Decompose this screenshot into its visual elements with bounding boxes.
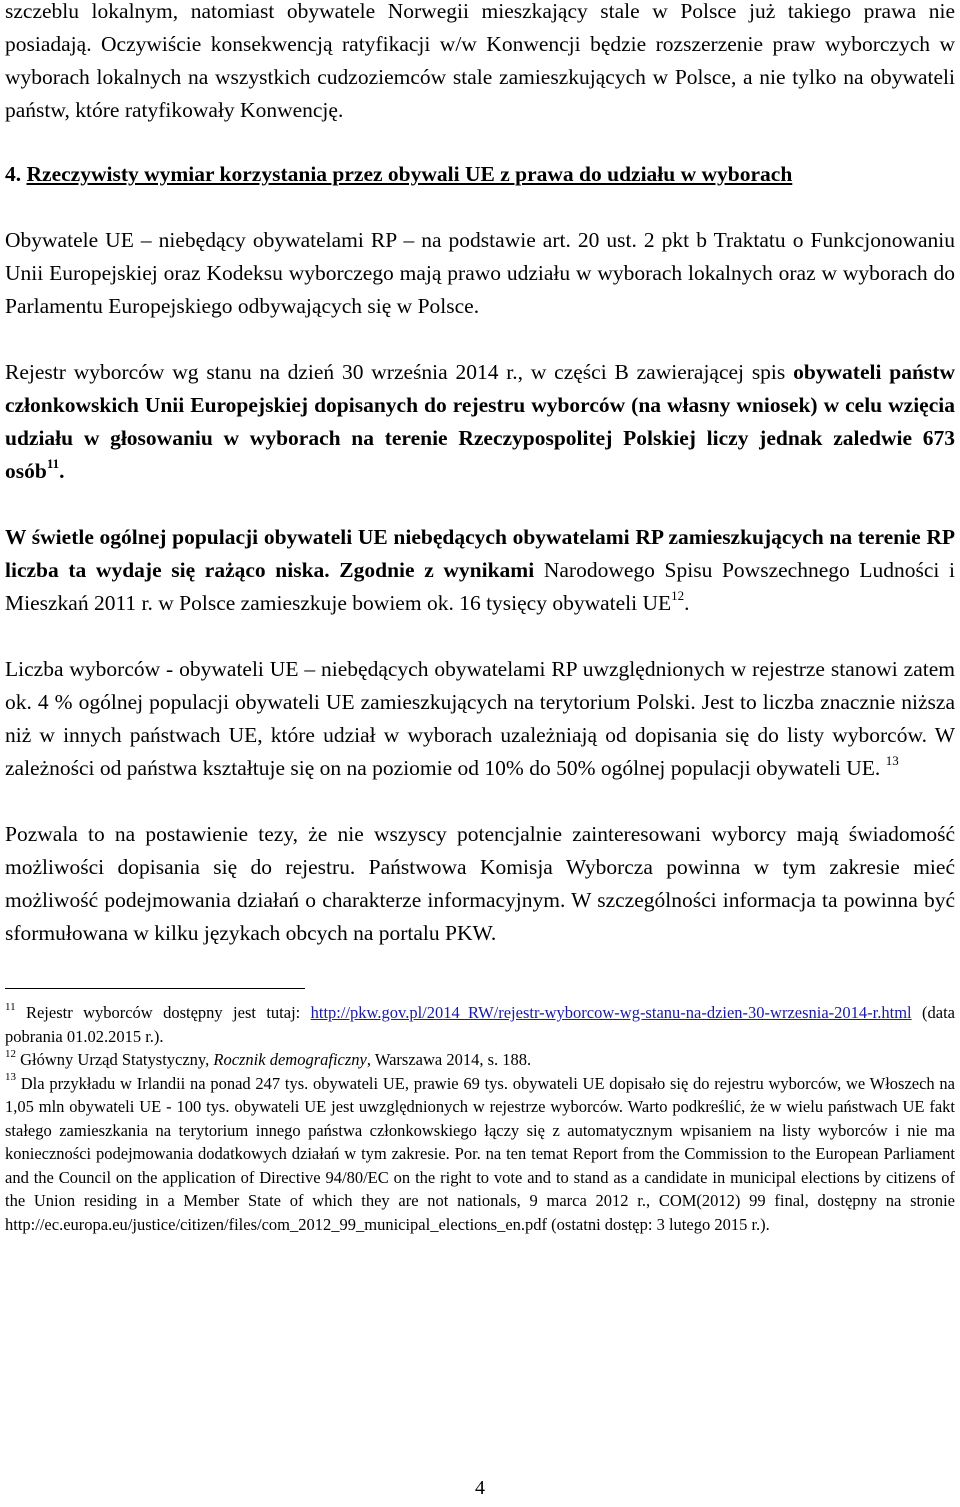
footnote-number: 12 (5, 1047, 16, 1060)
footnote-text: Dla przykładu w Irlandii na ponad 247 tys. obywateli UE, prawie 69 tys. obywateli UE dopisało się do rejestru wyborców, we Włoszech na 1,05 mln obywateli UE - 100 tys. obywateli UE jest uwzględnionych w rejestrze wyborców. Warto podkreślić, że w wielu państwach UE fakt stałego zamieszkania na terytorium innego państwa członkowskiego łączy się z automatycznym wpisaniem na listy wyborców i nie ma konieczności podejmowania dodatkowych działań w tym zakresie. Por. na ten temat Report from the Commission to the European Parliament and the Council on the application of Directive 94/80/EC on the right to vote and to stand as a candidate in municipal elections by citizens of the Union residing in a Member State of which they are not nationals, 9 marca 2012 r., COM(2012) 99 final, dostępny na stronie http://ec.europa.eu/justice/citizen/files/com_2012_99_municipal_elections_en.pdf (ostatni dostęp: 3 lutego 2015 r.). (5, 1073, 955, 1234)
document-page (5, 0, 955, 1236)
paragraph-text: Narodowego Spisu Powszechnego Ludności i Mieszkań 2011 r. w Polsce zamieszkuje bowiem ok. 16 tysięcy obywateli UE (5, 558, 956, 615)
paragraph-norway-voting-rights (5, 0, 955, 127)
section-heading (5, 158, 955, 191)
paragraph-eu-citizens-rights (5, 224, 955, 323)
page-number: 4 (475, 1477, 485, 1499)
footnote-italic-title: Rocznik demograficzny (213, 1050, 367, 1069)
footnote-text: Rejestr wyborców dostępny jest tutaj: (15, 1003, 311, 1022)
footnote-link[interactable]: http://pkw.gov.pl/2014_RW/rejestr-wyborcow-wg-stanu-na-dzien-30-wrzesnia-2014-r.html (310, 1003, 912, 1022)
footnote-text: (data pobrania 01.02.2015 r.). (5, 1003, 955, 1046)
paragraph-text: Pozwala to na postawienie tezy, że nie wszyscy potencjalnie zainteresowani wyborcy mają świadomość możliwości dopisania się do rejestru. Państwowa Komisja Wyborcza powinna w tym zakresie mieć możliwość podejmowania działań o charakterze informacyjnym. W szczególności informacja ta powinna być sformułowana w kilku językach obcych na portalu PKW. (5, 822, 955, 945)
footnote-number: 11 (5, 1000, 16, 1013)
paragraph-thesis (5, 818, 955, 950)
paragraph-end: . (59, 459, 65, 483)
paragraph-text: Rejestr wyborców wg stanu na dzień 30 września 2014 r., w części B zawierającej spis (5, 360, 794, 384)
footnote-separator (5, 988, 305, 989)
section-title: Rzeczywisty wymiar korzystania przez obywali UE z prawa do udziału w wyborach (26, 162, 793, 186)
footnote-13 (5, 1072, 955, 1237)
paragraph-end: . (684, 591, 690, 615)
footnote-ref-13[interactable]: 13 (885, 752, 899, 768)
paragraph-bold-text: W świetle ogólnej populacji obywateli UE niebędących obywatelami RP zamieszkujących na terenie RP liczba ta wydaje się rażąco niska. Zgodnie z wynikami (5, 525, 955, 582)
section-number: 4. (5, 162, 22, 186)
footnote-ref-12[interactable]: 12 (671, 587, 685, 603)
footnote-text: Główny Urząd Statystyczny, (16, 1050, 214, 1069)
footnote-number: 13 (5, 1071, 16, 1083)
footnote-ref-11[interactable]: 11 (46, 455, 60, 471)
paragraph-text: Obywatele UE – niebędący obywatelami RP – na podstawie art. 20 ust. 2 pkt b Traktatu o Funkcjonowaniu Unii Europejskiej oraz Kodeksu wyborczego mają prawo udziału w wyborach lokalnych oraz w wyborach do Parlamentu Europejskiego odbywających się w Polsce. (5, 228, 955, 318)
footnote-text: , Warszawa 2014, s. 188. (366, 1050, 532, 1069)
paragraph-voter-register (5, 356, 955, 488)
paragraph-population (5, 521, 955, 620)
paragraph-text: Liczba wyborców - obywateli UE – niebędących obywatelami RP uwzględnionych w rejestrze stanowi zatem ok. 4 % ogólnej populacji obywateli UE zamieszkujących na terytorium Polski. Jest to liczba znacznie niższa niż w innych państwach UE, które udział w wyborach uzależniają od dopisania się do listy wyborców. W zależności od państwa kształtuje się on na poziomie od 10% do 50% ogólnej populacji obywateli UE. (5, 657, 955, 780)
footnote-11 (5, 1001, 955, 1048)
paragraph-text: szczeblu lokalnym, natomiast obywatele Norwegii mieszkający stale w Polsce już takiego prawa nie posiadają. Oczywiście konsekwencją ratyfikacji w/w Konwencji będzie rozszerzenie praw wyborczych w wyborach lokalnych na wszystkich cudzoziemców stale zamieszkujących w Polsce, a nie tylko na obywateli państw, które ratyfikowały Konwencję. (5, 0, 955, 122)
paragraph-percentage (5, 653, 955, 785)
footnote-12 (5, 1048, 955, 1072)
paragraph-bold-text: obywateli państw członkowskich Unii Europejskiej dopisanych do rejestru wyborców (na własny wniosek) w celu wzięcia udziału w głosowaniu w wyborach na terenie Rzeczypospolitej Polskiej liczy jednak zaledwie 673 osób (5, 360, 955, 483)
